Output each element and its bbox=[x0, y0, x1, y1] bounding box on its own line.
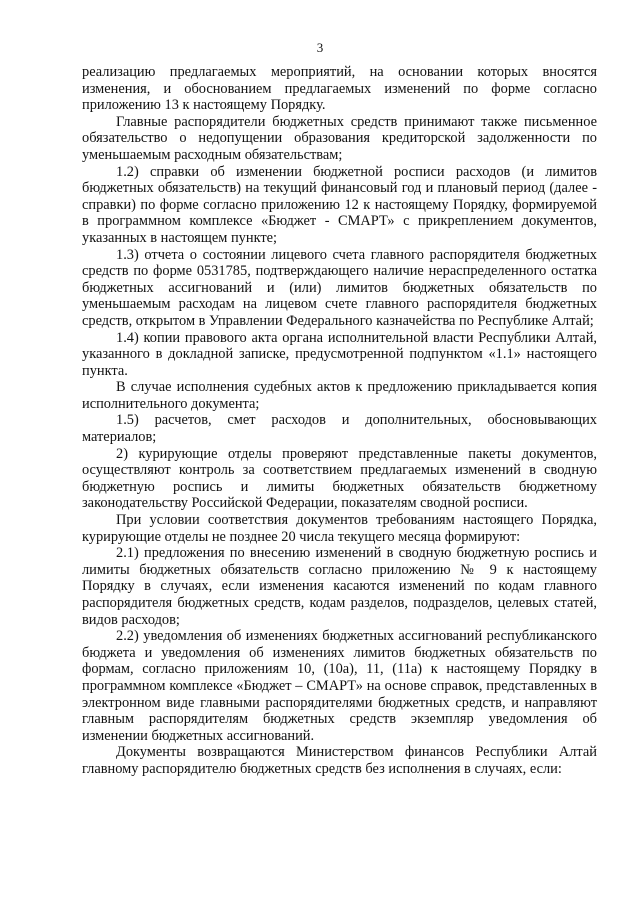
paragraph-item-1-4: 1.4) копии правового акта органа исполнительной власти Республики Алтай, указанного в докладной записке, предусмотренной подпунктом «1.1» настоящего пункта. bbox=[82, 329, 597, 379]
paragraph-item-2-1: 2.1) предложения по внесению изменений в сводную бюджетную роспись и лимиты бюджетных обязательств согласно приложению № 9 к настоящему Порядку в случаях, если изменения касаются изменений по кодам главного распорядителя бюджетных средств, кодам разделов, подразделов, целевых статей, видов расходов; bbox=[82, 545, 597, 628]
document-body bbox=[82, 64, 597, 778]
paragraph-continuation: реализацию предлагаемых мероприятий, на основании которых вносятся изменения, и обоснованием предлагаемых изменений по форме согласно приложению 13 к настоящему Порядку. bbox=[82, 64, 597, 114]
paragraph-conditions: При условии соответствия документов требованиям настоящего Порядка, курирующие отделы не позднее 20 числа текущего месяца формируют: bbox=[82, 512, 597, 545]
paragraph-item-2: 2) курирующие отделы проверяют представленные пакеты документов, осуществляют контроль за соответствием предлагаемых изменений в сводную бюджетную роспись и лимиты бюджетных обязательств бюджетному законодательству Российской Федерации, показателям сводной росписи. bbox=[82, 445, 597, 512]
page-number: 3 bbox=[316, 40, 324, 55]
paragraph-written-obligation: Главные распорядители бюджетных средств принимают также письменное обязательство о недопущении образования кредиторской задолженности по уменьшаемым расходным обязательствам; bbox=[82, 113, 597, 163]
paragraph-item-1-5: 1.5) расчетов, смет расходов и дополнительных, обосновывающих материалов; bbox=[82, 412, 597, 446]
paragraph-item-2-2: 2.2) уведомления об изменениях бюджетных ассигнований республиканского бюджета и уведомления об изменениях лимитов бюджетных обязательств по формам, согласно приложениям 10, (10а), 11, (11а) к настоящему Порядку в программном комплексе «Бюджет – СМАРТ» на основе справок, представленных в электронном виде главными распорядителями бюджетных средств, и направляют главным распорядителям бюджетных средств экземпляр уведомления об изменении бюджетных ассигнований. bbox=[82, 628, 597, 744]
paragraph-item-1-3: 1.3) отчета о состоянии лицевого счета главного распорядителя бюджетных средств по форме 0531785, подтверждающего наличие нераспределенного остатка бюджетных ассигнований и (или) лимитов бюджетных обязательств по уменьшаемым расходам на лицевом счете главного распорядителя бюджетных средств, открытом в Управлении Федерального казначейства по Республике Алтай; bbox=[82, 246, 597, 329]
paragraph-item-1-2: 1.2) справки об изменении бюджетной росписи расходов (и лимитов бюджетных обязательств) на текущий финансовый год и плановый период (далее - справки) по форме согласно приложению 12 к настоящему Порядку, формируемой в программном комплексе «Бюджет - СМАРТ» с прикреплением документов, указанных в настоящем пункте; bbox=[82, 163, 597, 246]
paragraph-documents-returned: Документы возвращаются Министерством финансов Республики Алтай главному распорядителю бюджетных средств без исполнения в случаях, если: bbox=[82, 744, 597, 777]
paragraph-court-acts: В случае исполнения судебных актов к предложению прикладывается копия исполнительного документа; bbox=[82, 379, 597, 412]
